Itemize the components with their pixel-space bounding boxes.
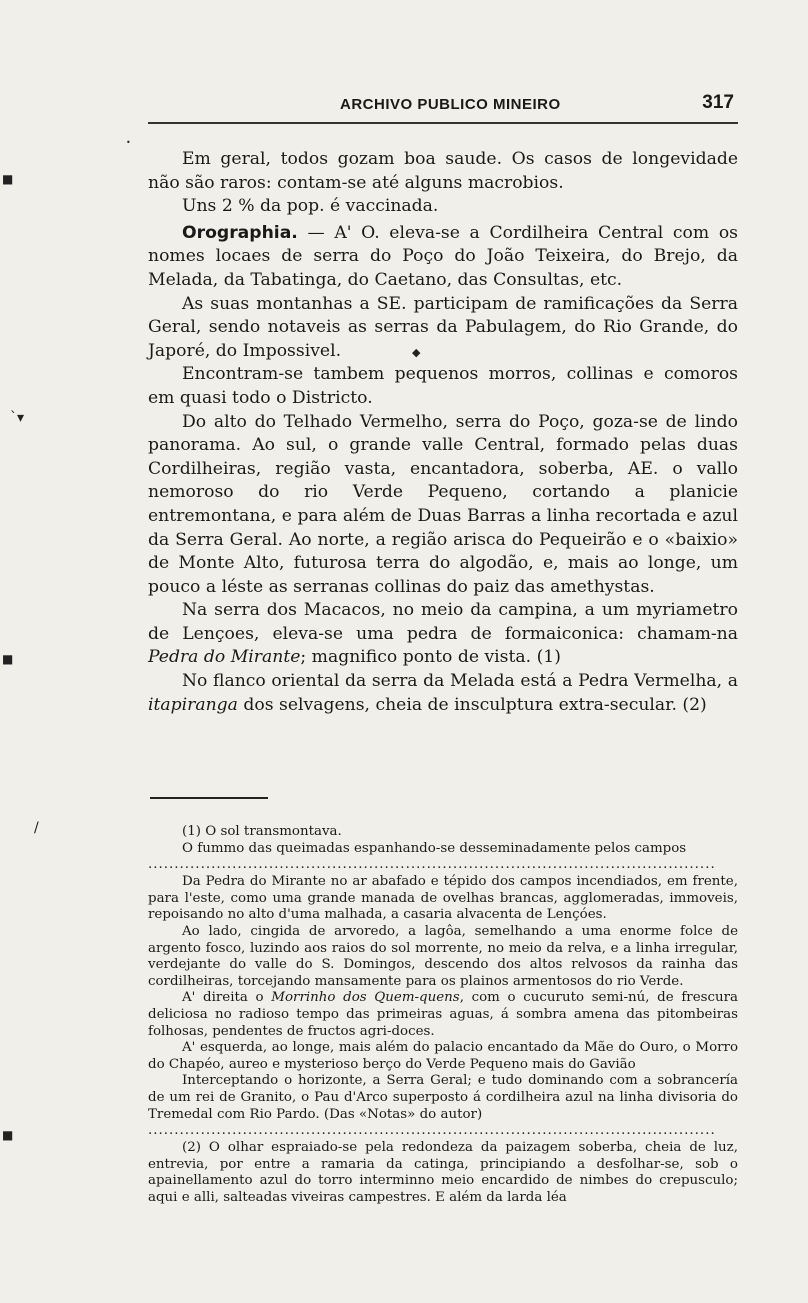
footnote: Ao lado, cingida de arvoredo, a lagôa, semelhando a uma enorme folce de argento fosco, luzindo aos raios do sol morrente, no meio da relva, e a linha irregular, verdejante do valle do S. Domingos, descendo dos altos relvosos da rainha das cordilheiras, torcejando mansamente para os plainos armentosos do rio Verde. bbox=[148, 923, 738, 989]
margin-mark: • bbox=[126, 138, 131, 147]
margin-mark: ◆ bbox=[412, 346, 421, 359]
paragraph: Do alto do Telhado Vermelho, serra do Poço, goza-se de lindo panorama. Ao sul, o grande valle Central, formado pelas duas Cordilheiras, região vasta, encantadora, soberba, AE. o vallo nemoroso do rio Verde Pequeno, cortando a planicie entremontana, e para além de Duas Barras a linha recortada e azul da Serra Geral. Ao norte, a região arisca do Pequeirão e o «baixio» de Monte Alto, futurosa terra do algodão, e, mais ao longe, um pouco a léste as serranas collinas do paiz das amethystas. bbox=[148, 411, 738, 597]
page-number: 317 bbox=[702, 92, 734, 113]
margin-mark: ■ bbox=[2, 652, 14, 666]
footnote-text: A' direita o bbox=[182, 990, 272, 1006]
dotted-separator: ............................................................................................................ bbox=[148, 857, 716, 873]
footnotes bbox=[148, 824, 738, 1206]
footnote: Interceptando o horizonte, a Serra Geral; e tudo dominando com a sobrancería de um rei de Granito, o Pau d'Arco superposto á cordilheira azul na linha divisoria do Tremedal com Rio Pardo. (Das «Notas» do autor) bbox=[148, 1073, 738, 1122]
footnote-text: , com o cucuruto semi-nú, de frescura deliciosa no radioso tempo das primeiras aguas, á sombra amena das pitombeiras folhosas, pendentes de fructos agri-doces. bbox=[148, 990, 739, 1039]
paragraph-text: No flanco oriental da serra da Melada está a Pedra Vermelha, a bbox=[182, 671, 738, 692]
footnote: (2) O olhar espraiado-se pela redondeza da paizagem soberba, cheia de luz, entrevia, por entre a ramaria da catinga, principiando a desfolhar-se, sob o apainellamento azul do torro interminno meio encardido de nimbes do crepusculo; aqui e alli, salteadas viveiras campestres. E além da larda léa bbox=[148, 1140, 738, 1205]
footnote: Da Pedra do Mirante no ar abafado e tépido dos campos incendiados, em frente, para l'este, como uma grande manada de ovelhas brancas, agglomeradas, immoveis, repoisando no alto d'uma malhada, a casaria alvacenta de Lençóes. bbox=[148, 874, 738, 923]
paragraph: Uns 2 % da pop. é vaccinada. bbox=[182, 196, 439, 217]
main-text bbox=[148, 148, 738, 717]
italic-term: Morrinho dos Quem-quens bbox=[271, 990, 460, 1006]
paragraph bbox=[148, 599, 738, 670]
italic-term: itapiranga bbox=[148, 694, 238, 715]
paragraph: Em geral, todos gozam boa saude. Os casos de longevidade não são raros: contam-se até alguns macrobios. bbox=[148, 149, 738, 193]
margin-mark: / bbox=[34, 820, 39, 836]
footnote-rule bbox=[150, 797, 268, 799]
italic-term: Pedra do Mirante bbox=[148, 647, 301, 668]
paragraph-text: dos selvagens, cheia de insculptura extra-secular. (2) bbox=[237, 694, 707, 715]
margin-mark: ■ bbox=[2, 1128, 14, 1142]
margin-mark: ■ bbox=[2, 172, 14, 186]
paragraph: As suas montanhas a SE. participam de ramificações da Serra Geral, sendo notaveis as serras da Pabulagem, do Rio Grande, do Japoré, do Impossivel. bbox=[148, 293, 738, 361]
footnote: O fummo das queimadas espanhando-se desseminadamente pelos campos bbox=[182, 840, 687, 856]
footnote: A' esquerda, ao longe, mais além do palacio encantado da Mãe do Ouro, o Morro do Chapéo, aureo e mysterioso berço do Verde Pequeno mais do Gavião bbox=[148, 1040, 738, 1072]
margin-mark: `▾ bbox=[10, 410, 25, 426]
dotted-separator: ............................................................................................................ bbox=[148, 1123, 716, 1139]
footnote bbox=[148, 990, 738, 1040]
paragraph-text: ; magnifico ponto de vista. (1) bbox=[300, 647, 561, 668]
paragraph bbox=[148, 670, 738, 717]
paragraph-text: Na serra dos Macacos, no meio da campina, a um myriametro de Lençoes, eleva-se uma pedra de formaiconica: chamam-na bbox=[148, 600, 738, 644]
paragraph: Encontram-se tambem pequenos morros, collinas e comoros em quasi todo o Districto. bbox=[148, 364, 738, 408]
paragraph-orographia bbox=[148, 222, 738, 293]
running-title: ARCHIVO PUBLICO MINEIRO bbox=[340, 96, 561, 113]
running-header bbox=[148, 92, 738, 124]
section-heading: Orographia. bbox=[182, 222, 298, 243]
footnote: (1) O sol transmontava. bbox=[182, 824, 342, 839]
paragraph-text: — A' O. eleva-se a Cordilheira Central com os nomes locaes de serra do Poço do João Teixeira, do Brejo, da Melada, da Tabatinga, do Caetano, das Consultas, etc. bbox=[148, 222, 738, 290]
